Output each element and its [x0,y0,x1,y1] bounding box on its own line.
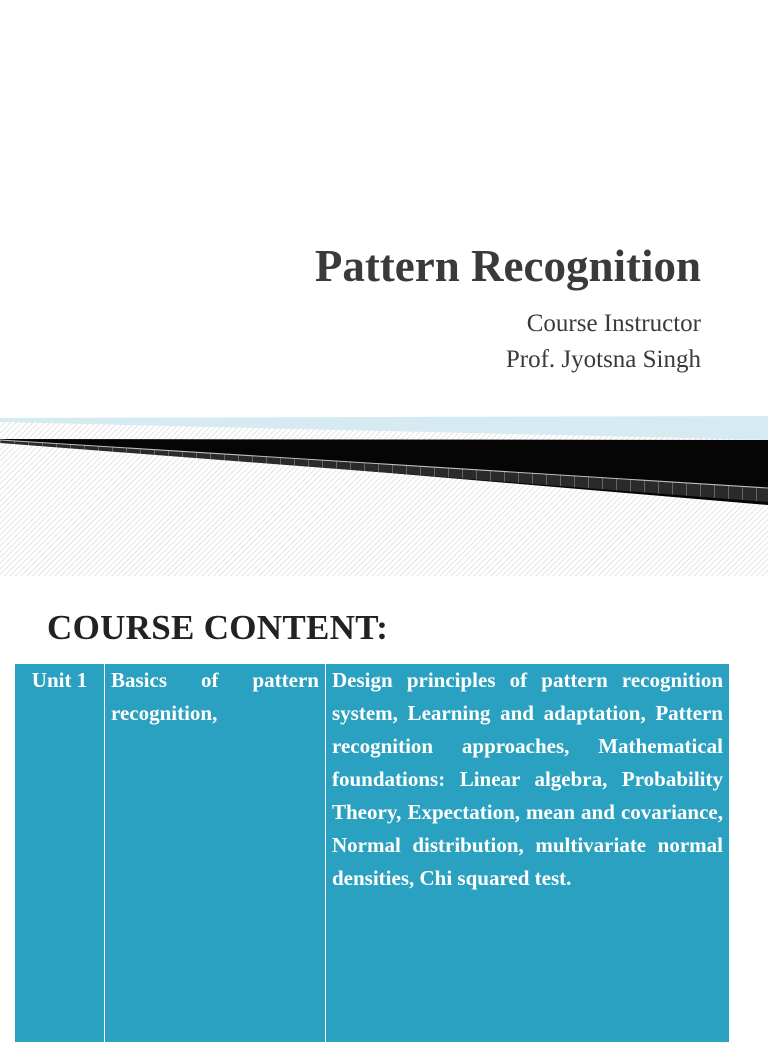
course-content-table [14,663,730,1043]
slide-title: Pattern Recognition [314,241,701,291]
topic-cell: Basics of pattern recognition, [105,664,326,1043]
unit-cell: Unit 1 [15,664,105,1043]
decorative-wave-band [0,410,768,576]
details-cell: Design principles of pattern recognition system, Learning and adaptation, Pattern recognition approaches, Mathematical foundations: Linear algebra, Probability Theory, Expectation, mean and covariance, Normal distribution, multivariate normal densities, Chi squared test. [326,664,730,1043]
course-content-heading: COURSE CONTENT: [47,608,389,647]
subtitle-instructor-label: Course Instructor [526,310,701,337]
subtitle-instructor-name: Prof. Jyotsna Singh [505,346,701,373]
content-slide [0,578,768,1024]
table-row [15,664,730,1043]
